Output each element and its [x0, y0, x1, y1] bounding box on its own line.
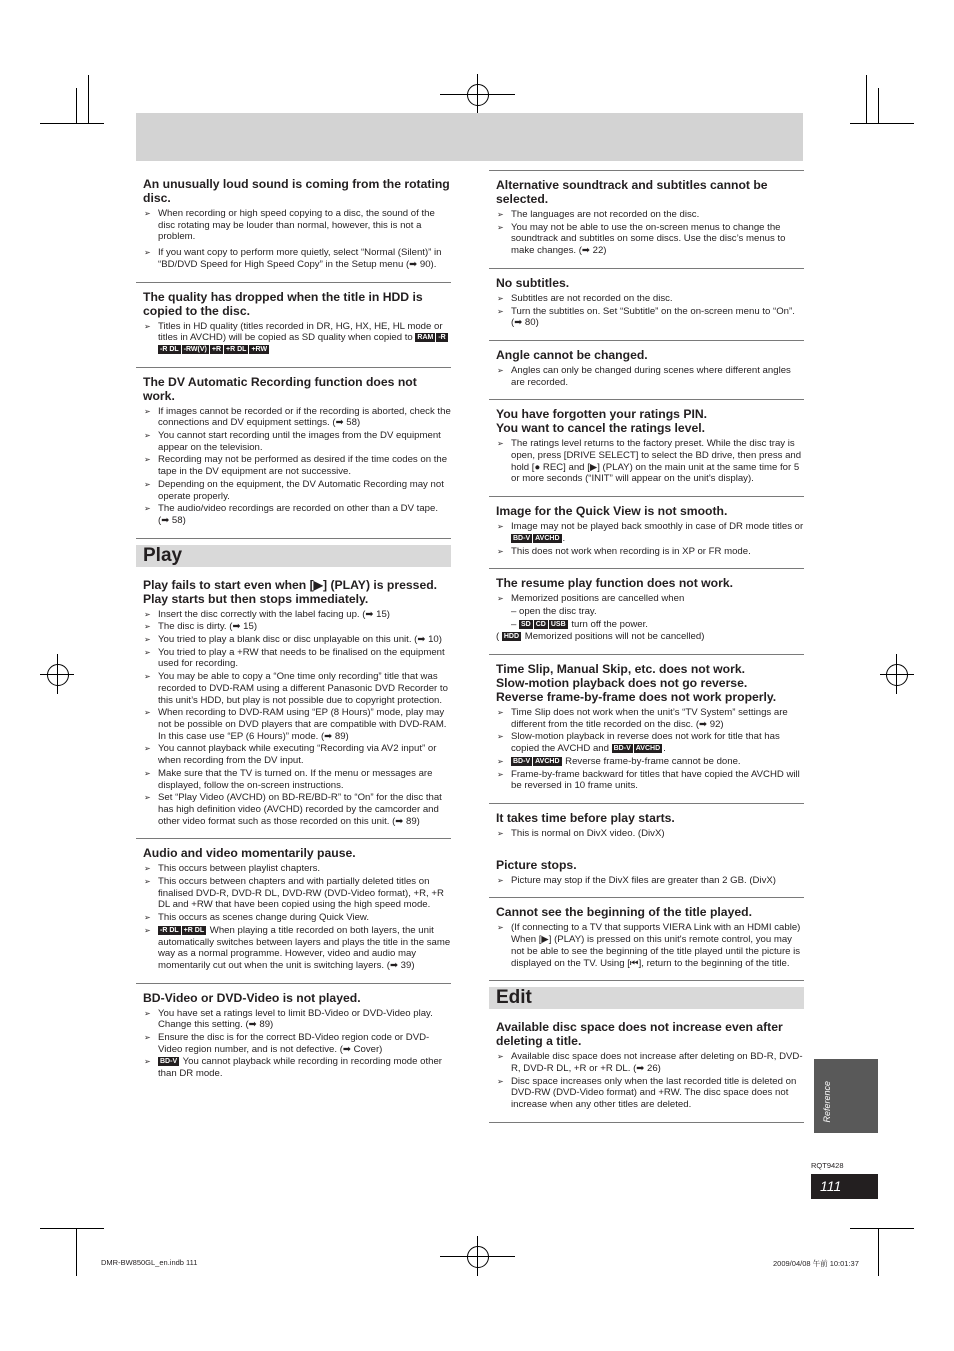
disc-type-tag: RAM [417, 334, 434, 342]
solution-item: ➢ Angles can only be changed during scenes where different angles are recorded. [496, 365, 804, 388]
problem-title: Time Slip, Manual Skip, etc. does not work. Slow-motion playback does not go reverse. Reverse frame-by-frame does not work properly. [496, 662, 777, 705]
solution-item: ➢ Available disc space does not increase after deleting on BD-R, DVD-R, DVD-R DL, +R or +R DL. (➡ 26) [496, 1051, 804, 1074]
solution-item: ➢ When recording to DVD-RAM using “EP (8 Hours)” mode, play may not be possible on DVD players that are compatible with DVD-RAM. In this case use “EP (6 Hours)” mode. (➡ 89) [143, 707, 451, 742]
solution-item: ➢ BD-V You cannot playback while recording in recording mode other than DR mode. [143, 1056, 451, 1079]
section-heading-play: Play [136, 545, 451, 567]
disc-type-tag: -R DL [160, 926, 179, 934]
solution-item: ➢ Disc space increases only when the last recorded title is deleted on DVD-RW (DVD-Video format) and +RW. The disc space does not increase when any other titles are deleted. [496, 1076, 804, 1111]
problem-title: Image for the Quick View is not smooth. [496, 504, 728, 519]
troubleshooting-item [136, 283, 451, 368]
crop-mark [40, 123, 104, 124]
solution-item: ➢ You tried to play a blank disc or disc unplayable on this unit. (➡ 10) [143, 634, 451, 646]
solution-item: ➢ This is normal on DivX video. (DivX) [496, 828, 804, 840]
problem-title: Audio and video momentarily pause. [143, 846, 356, 861]
troubleshooting-item [489, 851, 804, 899]
disc-type-tag: USB [550, 620, 566, 628]
solution-item: ➢ Make sure that the TV is turned on. If the menu or messages are displayed, follow the on-screen instructions. [143, 768, 451, 791]
crop-mark [76, 88, 77, 123]
problem-title: Play fails to start even when [▶] (PLAY) is pressed. Play starts but then stops immediately. [143, 577, 438, 606]
problem-title: The DV Automatic Recording function does not work. [143, 374, 417, 403]
registration-mark [467, 84, 489, 106]
solution-item: ➢ You cannot start recording until the images from the DV equipment appear on the television. [143, 430, 451, 453]
solution-item: ➢ Titles in HD quality (titles recorded in DR, HG, HX, HE, HL mode or titles in AVCHD) will be copied as SD quality when copied to RAM -R-R DL -RW(V) +R +R DL +RW [143, 321, 451, 356]
problem-title: You have forgotten your ratings PIN. You want to cancel the ratings level. [496, 407, 708, 436]
solution-item: ➢ You have set a ratings level to limit BD-Video or DVD-Video play. Change this setting. (➡ 89) [143, 1008, 451, 1031]
problem-title: Angle cannot be changed. [496, 347, 648, 362]
footer-file-info: DMR-BW850GL_en.indb 111 [101, 1258, 198, 1267]
crop-mark [878, 1228, 879, 1276]
solution-item: ➢ Turn the subtitles on. Set “Subtitle” on the on-screen menu to “On”. (➡ 80) [496, 306, 804, 329]
troubleshooting-item [489, 400, 804, 497]
left-column [136, 170, 451, 1091]
crop-mark [896, 654, 897, 694]
solution-item: ➢ Image may not be played back smoothly in case of DR mode titles or BD-V AVCHD . [496, 521, 804, 544]
reference-side-tab [814, 1059, 878, 1133]
solution-item: ➢ When recording or high speed copying to a disc, the sound of the disc rotating may be louder than normal, however, this is not a problem. [143, 208, 451, 243]
footer-timestamp: 2009/04/08 午前 10:01:37 [773, 1259, 859, 1268]
solution-item: ➢ This occurs between chapters and with partially deleted titles on finalised DVD-R, DVD-R DL, DVD-RW (DVD-Video format), +R, +R DL and +RW that have been copied using the high speed mode. [143, 876, 451, 911]
solution-item: ➢ You may not be able to use the on-screen menus to change the soundtrack and subtitles on some discs. Use the disc’s menus to make changes. (➡ 22) [496, 222, 804, 257]
solution-item: ➢ Depending on the equipment, the DV Automatic Recording may not operate properly. [143, 479, 451, 502]
crop-mark [76, 1228, 77, 1276]
crop-mark [477, 1236, 478, 1276]
solution-item: ➢ Subtitles are not recorded on the disc. [496, 293, 804, 305]
registration-mark [467, 1246, 489, 1268]
solution-item: ➢ (If connecting to a TV that supports VIERA Link with an HDMI cable) When [▶] (PLAY) is pressed on this unit's remote control, you may not be able to see the beginning of the title played until the picture is displayed on the TV. Using [⏮], return to the beginning of the title. [496, 922, 804, 969]
troubleshooting-item [489, 170, 804, 269]
troubleshooting-item [489, 341, 804, 400]
disc-type-tag: BD-V [613, 745, 631, 753]
disc-type-tag: BD-V [513, 534, 531, 542]
problem-title: The resume play function does not work. [496, 576, 734, 591]
problem-title: Available disc space does not increase even after deleting a title. [496, 1020, 783, 1049]
solution-item: ➢ -R DL +R DL When playing a title recorded on both layers, the unit automatically switches between layers and plays the title in the same way as a normal programme. However, video and audio may momentarily cut out when the unit is switching layers. (➡ 39) [143, 925, 451, 972]
solution-item: ➢ Set “Play Video (AVCHD) on BD-RE/BD-R” to “On” for the disc that has high definition video (AVCHD) recorded by the camcorder and other video format such as those recorded on this unit. (➡ 89) [143, 792, 451, 827]
solution-item: ➢ If images cannot be recorded or if the recording is aborted, check the connections and DV equipment settings. (➡ 58) [143, 406, 451, 429]
problem-title: No subtitles. [496, 275, 570, 290]
solution-item: ➢ Recording may not be performed as desired if the time codes on the tape in the DV equipment are not successive. [143, 454, 451, 477]
problem-title: An unusually loud sound is coming from the rotating disc. [143, 177, 450, 205]
disc-type-tag: BD-V [160, 1058, 178, 1066]
disc-type-tag: AVCHD [535, 757, 560, 765]
solution-item: ➢ BD-V AVCHD Reverse frame-by-frame cannot be done. [496, 756, 804, 768]
solution-item: ( HDD Memorized positions will not be cancelled) [496, 631, 705, 643]
crop-mark [866, 75, 867, 123]
troubleshooting-item [136, 984, 451, 1091]
crop-mark [850, 1228, 914, 1229]
disc-type-tag: SD [521, 620, 531, 628]
right-column [489, 170, 804, 1123]
disc-type-tag: CD [535, 620, 546, 628]
solution-item: ➢ This does not work when recording is in XP or FR mode. [496, 546, 804, 558]
troubleshooting-item [489, 497, 804, 569]
problem-title: It takes time before play starts. [496, 810, 675, 825]
crop-mark [57, 654, 58, 694]
solution-item: ➢ The ratings level returns to the factory preset. While the disc tray is open, press [DRIVE SELECT] to select the BD drive, then press and hold [● REC] and [▶] (PLAY) on the main unit at the same time for 5 or more seconds (“INIT” will appear on the unit's display). [496, 438, 804, 485]
registration-mark [47, 664, 69, 686]
registration-mark [886, 664, 908, 686]
crop-mark [878, 88, 879, 123]
troubleshooting-item [489, 269, 804, 341]
solution-item: – open the disc tray. [511, 605, 597, 617]
crop-mark [880, 674, 914, 675]
section-heading-edit: Edit [489, 987, 804, 1009]
model-code: RQT9428 [811, 1161, 844, 1170]
disc-type-tag: +RW [251, 345, 268, 353]
solution-item: ➢ Ensure the disc is for the correct BD-Video region code or DVD-Video region number, and is not defective. (➡ Cover) [143, 1032, 451, 1055]
troubleshooting-item [489, 898, 804, 981]
disc-type-tag: -R DL [160, 345, 179, 353]
troubleshooting-item [136, 571, 451, 840]
crop-mark [850, 123, 914, 124]
troubleshooting-item [136, 839, 451, 983]
disc-type-tag: -R [438, 334, 446, 342]
solution-item: ➢ You tried to play a +RW that needs to be finalised on the equipment used for recording. [143, 647, 451, 670]
crop-mark [477, 74, 478, 114]
problem-title: Alternative soundtrack and subtitles cannot be selected. [496, 178, 768, 206]
disc-type-tag: -RW(V) [183, 345, 207, 353]
solution-item: ➢ The languages are not recorded on the disc. [496, 209, 804, 221]
problem-title: Picture stops. [496, 857, 577, 872]
solution-item: ➢ Insert the disc correctly with the label facing up. (➡ 15) [143, 609, 451, 621]
disc-type-tag: BD-V [513, 757, 531, 765]
troubleshooting-item [136, 368, 451, 539]
solution-item: ➢ If you want copy to perform more quietly, select “Normal (Silent)” in “BD/DVD Speed for High Speed Copy” in the Setup menu (➡ 90). [143, 247, 451, 270]
solution-item: ➢ The disc is dirty. (➡ 15) [143, 621, 451, 633]
disc-type-tag: AVCHD [635, 745, 661, 753]
solution-item: ➢ Slow-motion playback in reverse does not work for title that has copied the AVCHD and BD-V AVCHD . [496, 731, 804, 754]
solution-item: ➢ The audio/video recordings are recorded on other than a DV tape. (➡ 58) [143, 503, 451, 526]
solution-item: – SD CD USB turn off the power. [511, 618, 648, 630]
solution-item: ➢ You may be able to copy a “One time only recording” title that was recorded to DVD-RAM using a different Panasonic DVD Recorder to this unit’s HDD, but play is not possible due to copyright protection. [143, 671, 451, 706]
solution-item: ➢ You cannot playback while executing “Recording via AV2 input” or when recording from the DV input. [143, 743, 451, 766]
disc-type-tag: HDD [503, 633, 520, 641]
troubleshooting-item [489, 804, 804, 851]
problem-title: The quality has dropped when the title in HDD is copied to the disc. [143, 289, 423, 318]
troubleshooting-item [489, 1013, 804, 1123]
disc-type-tag: +R DL [183, 926, 205, 934]
solution-item: ➢ Frame-by-frame backward for titles that have copied the AVCHD will be reversed in 10 frame units. [496, 769, 804, 792]
solution-item: ➢ Picture may stop if the DivX files are greater than 2 GB. (DivX) [496, 875, 804, 887]
page-number: 111 [811, 1174, 878, 1199]
header-band [136, 113, 803, 161]
disc-type-tag: AVCHD [535, 534, 560, 542]
troubleshooting-item [489, 655, 804, 804]
solution-item: ➢ This occurs as scenes change during Quick View. [143, 912, 451, 924]
crop-mark [88, 75, 89, 123]
problem-title: Cannot see the beginning of the title played. [496, 905, 752, 920]
side-tab-label: Reference [822, 1081, 832, 1123]
problem-title: BD-Video or DVD-Video is not played. [143, 990, 361, 1005]
disc-type-tag: +R DL [226, 345, 247, 353]
disc-type-tag: +R [211, 345, 222, 353]
crop-mark [40, 1228, 104, 1229]
solution-item: ➢ This occurs between playlist chapters. [143, 863, 451, 875]
troubleshooting-item [489, 569, 804, 655]
solution-item: ➢ Time Slip does not work when the unit’s “TV System” settings are different from the title recorded on the disc. (➡ 92) [496, 707, 804, 730]
troubleshooting-item [136, 170, 451, 283]
solution-item: ➢ Memorized positions are cancelled when [496, 593, 804, 605]
